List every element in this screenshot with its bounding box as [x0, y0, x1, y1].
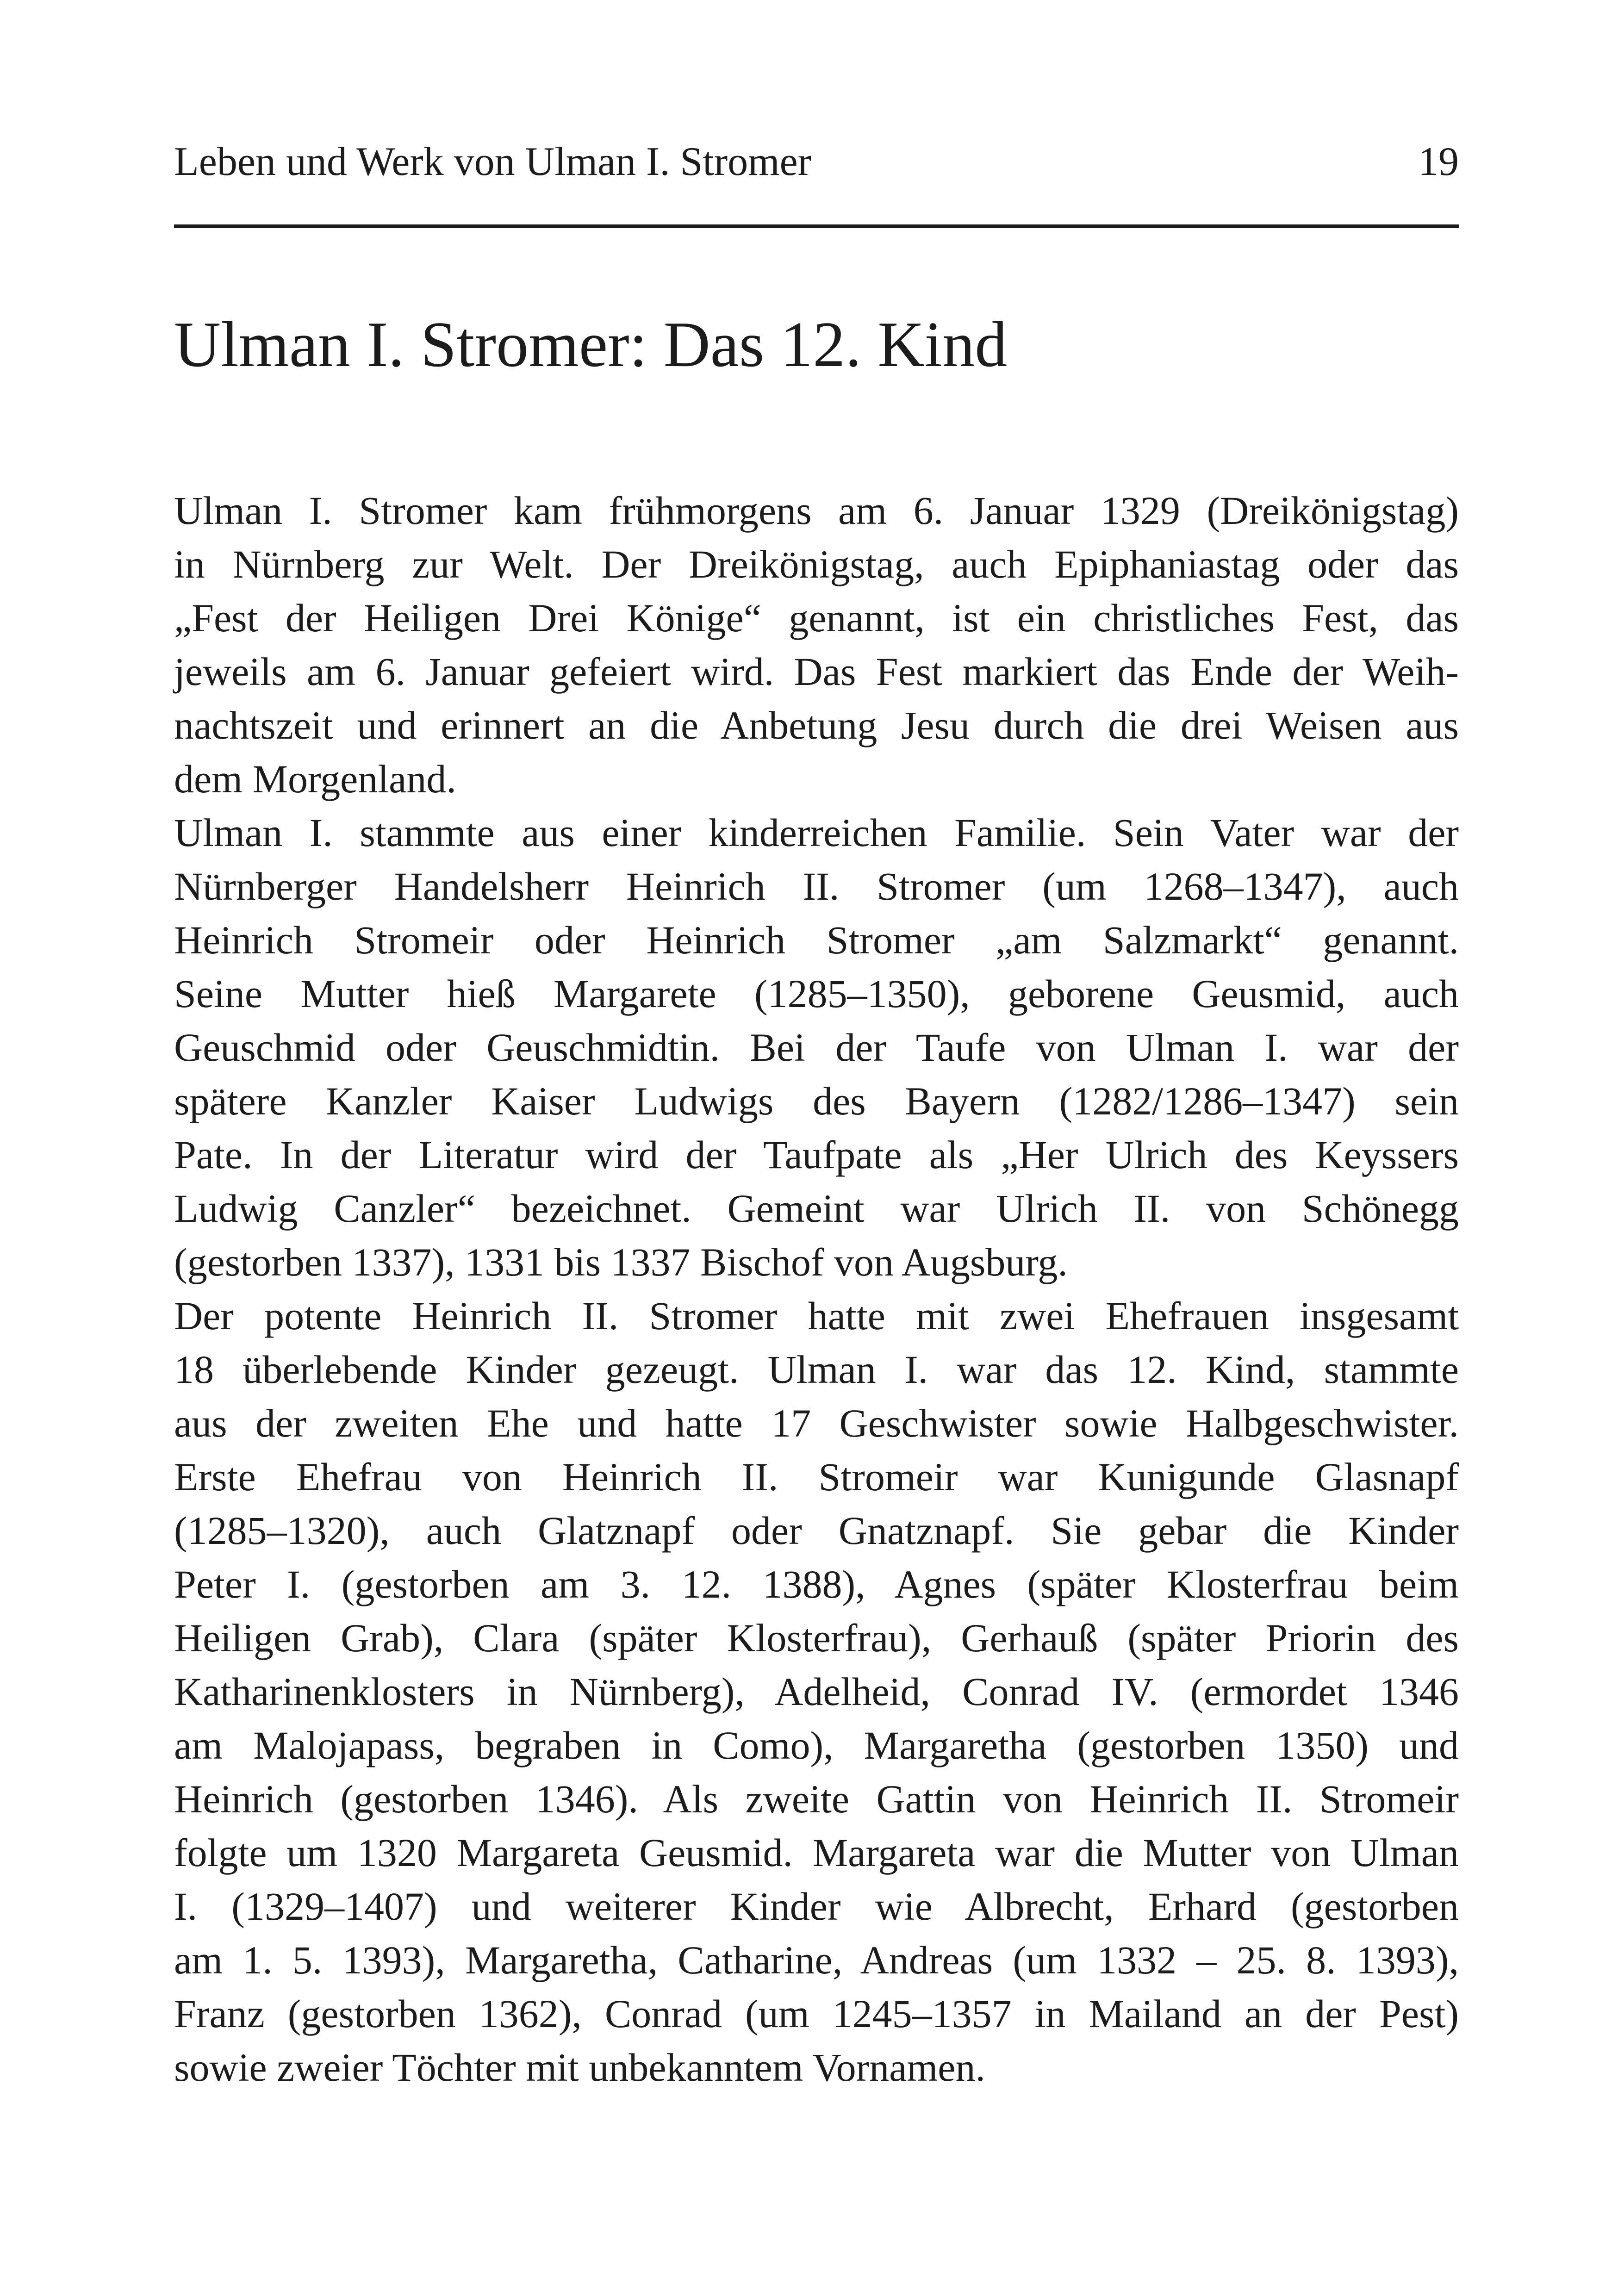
text-line: Der potente Heinrich II. Stromer hatte mit zwei Ehefrauen insgesamt: [174, 1294, 1459, 1338]
running-title: Leben und Werk von Ulman I. Stromer: [174, 139, 811, 184]
text-line: aus der zweiten Ehe und hatte 17 Geschwister sowie Halbgeschwister.: [174, 1401, 1459, 1445]
text-line: (gestorben 1337), 1331 bis 1337 Bischof von Augsburg.: [174, 1240, 1068, 1284]
header-rule: [174, 224, 1459, 228]
text-line: I. (1329–1407) und weiterer Kinder wie Albrecht, Erhard (gestorben: [174, 1884, 1459, 1929]
text-line: (1285–1320), auch Glatznapf oder Gnatznapf. Sie gebar die Kinder: [174, 1508, 1459, 1553]
text-line: Geuschmid oder Geuschmidtin. Bei der Taufe von Ulman I. war der: [174, 1025, 1459, 1070]
text-line: jeweils am 6. Januar gefeiert wird. Das Fest markiert das Ende der Weih-: [174, 649, 1459, 694]
text-line: sowie zweier Töchter mit unbekanntem Vornamen.: [174, 2045, 985, 2090]
text-line: Peter I. (gestorben am 3. 12. 1388), Agnes (später Klosterfrau beim: [174, 1562, 1459, 1606]
text-line: spätere Kanzler Kaiser Ludwigs des Bayern (1282/1286–1347) sein: [174, 1079, 1459, 1123]
text-line: 18 überlebende Kinder gezeugt. Ulman I. war das 12. Kind, stammte: [174, 1347, 1459, 1392]
text-line: am Malojapass, begraben in Como), Margaretha (gestorben 1350) und: [174, 1723, 1459, 1767]
text-line: Katharinenklosters in Nürnberg), Adelheid, Conrad IV. (ermordet 1346: [174, 1669, 1459, 1714]
text-line: dem Morgenland.: [174, 757, 456, 801]
text-line: Franz (gestorben 1362), Conrad (um 1245–1357 in Mailand an der Pest): [174, 1991, 1459, 2036]
text-line: Heinrich Stromeir oder Heinrich Stromer „am Salzmarkt“ genannt.: [174, 918, 1459, 962]
text-line: folgte um 1320 Margareta Geusmid. Margareta war die Mutter von Ulman: [174, 1830, 1459, 1875]
text-line: Ludwig Canzler“ bezeichnet. Gemeint war Ulrich II. von Schönegg: [174, 1186, 1459, 1231]
chapter-title: Ulman I. Stromer: Das 12. Kind: [174, 309, 1008, 380]
text-line: Pate. In der Literatur wird der Taufpate als „Her Ulrich des Keyssers: [174, 1132, 1459, 1177]
text-line: Heiligen Grab), Clara (später Klosterfrau), Gerhauß (später Priorin des: [174, 1616, 1459, 1660]
running-header: [174, 134, 1459, 190]
text-line: Nürnberger Handelsherr Heinrich II. Stromer (um 1268–1347), auch: [174, 864, 1459, 908]
text-line: am 1. 5. 1393), Margaretha, Catharine, Andreas (um 1332 – 25. 8. 1393),: [174, 1938, 1459, 1982]
body-text: [174, 484, 1459, 2094]
text-line: Heinrich (gestorben 1346). Als zweite Gattin von Heinrich II. Stromeir: [174, 1777, 1459, 1821]
text-line: nachtszeit und erinnert an die Anbetung Jesu durch die drei Weisen aus: [174, 703, 1459, 747]
text-line: Ulman I. stammte aus einer kinderreichen Familie. Sein Vater war der: [174, 810, 1459, 855]
text-line: „Fest der Heiligen Drei Könige“ genannt, ist ein christliches Fest, das: [174, 596, 1459, 640]
text-line: in Nürnberg zur Welt. Der Dreikönigstag, auch Epiphaniastag oder das: [174, 542, 1459, 586]
page-number: 19: [1418, 139, 1459, 184]
text-line: Seine Mutter hieß Margarete (1285–1350), geborene Geusmid, auch: [174, 971, 1459, 1016]
text-line: Erste Ehefrau von Heinrich II. Stromeir war Kunigunde Glasnapf: [174, 1455, 1459, 1499]
text-line: Ulman I. Stromer kam frühmorgens am 6. Januar 1329 (Dreikönigstag): [174, 488, 1459, 533]
